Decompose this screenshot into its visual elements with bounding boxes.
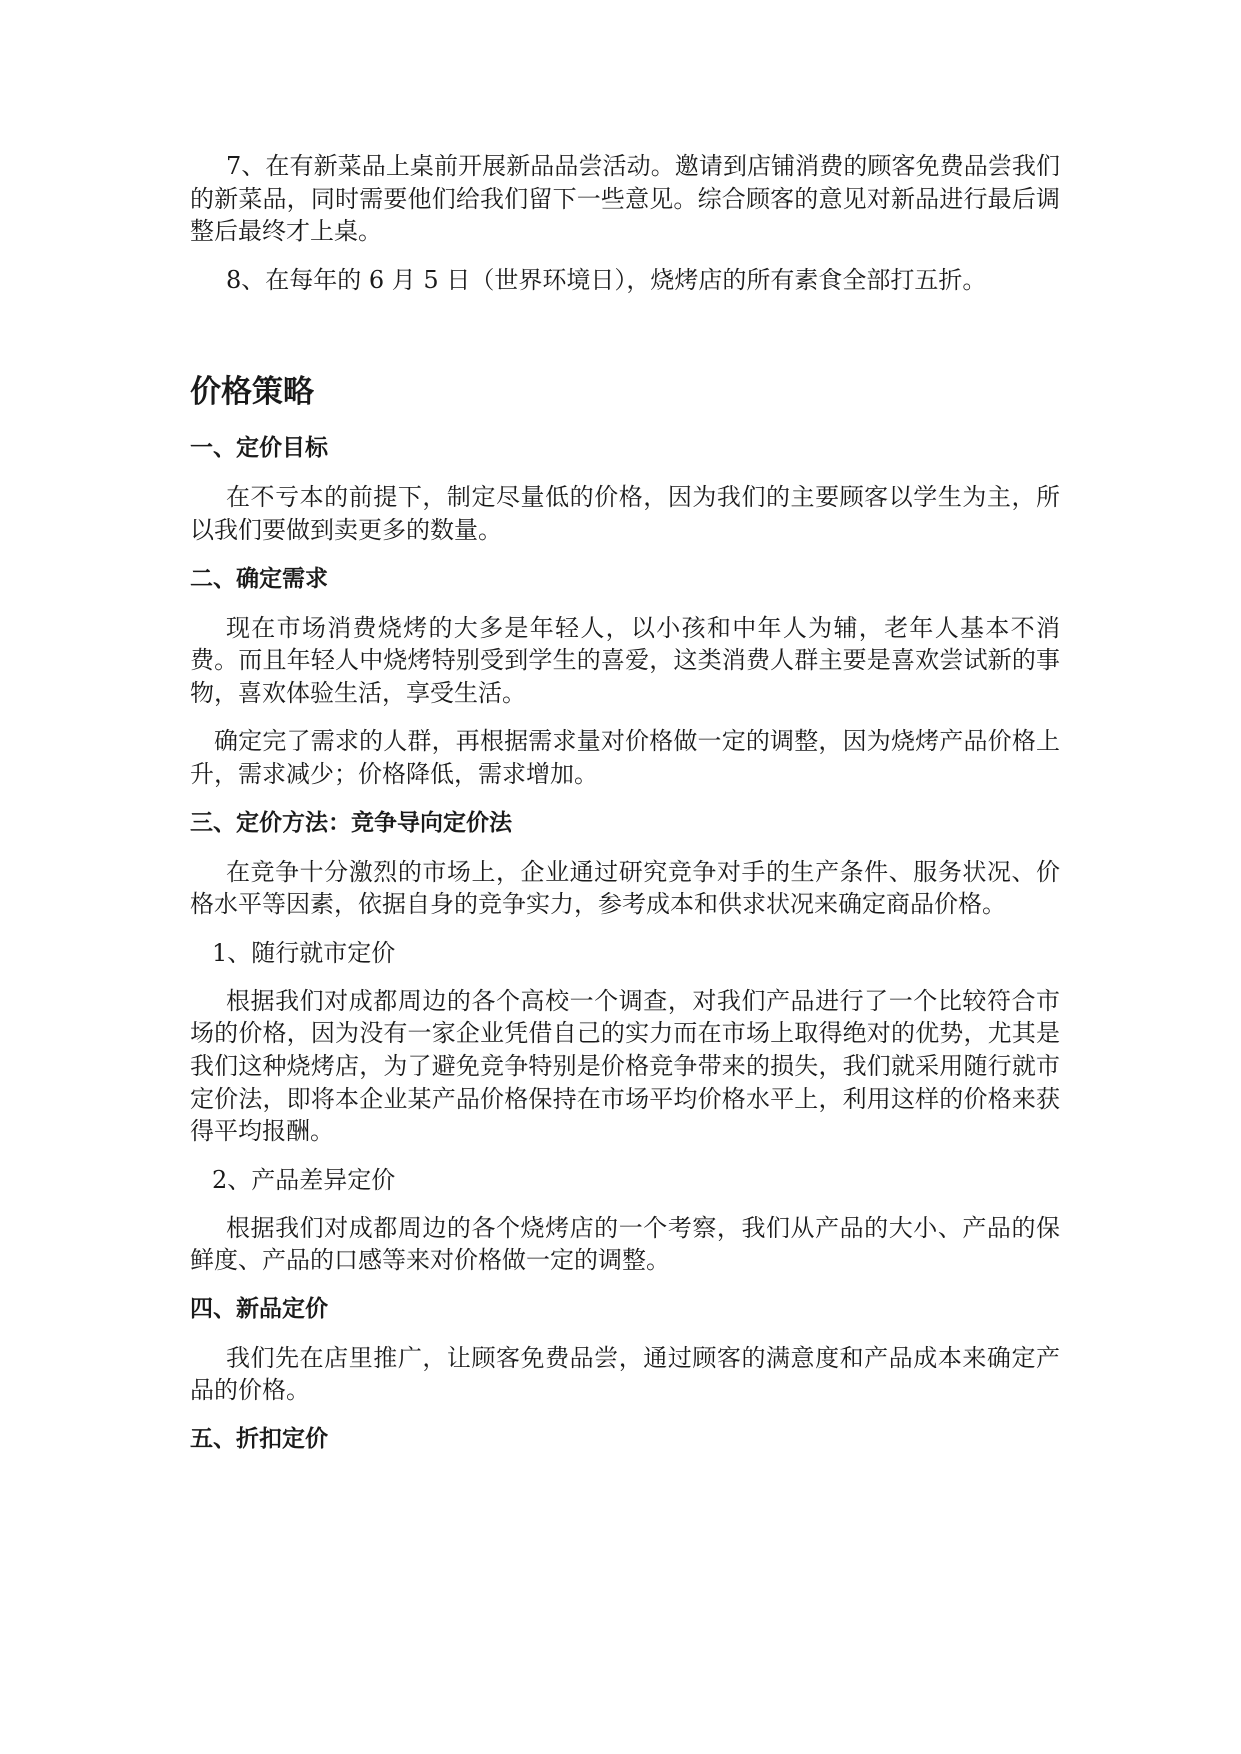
- item-title-differentiated-pricing: 2、产品差异定价: [212, 1165, 396, 1194]
- heading-demand: 二、确定需求: [190, 565, 328, 592]
- paragraph-demand-1: 现在市场消费烧烤的大多是年轻人，以小孩和中年人为辅，老年人基本不消费。而且年轻人中烧烤特别受到学生的喜爱，这类消费人群主要是喜欢尝试新的事物，喜欢体验生活，享受生活。: [190, 613, 1060, 707]
- section-title: 价格策略: [190, 374, 314, 411]
- paragraph-pricing-goal: 在不亏本的前提下，制定尽量低的价格，因为我们的主要顾客以学生为主，所以我们要做到卖更多的数量。: [190, 483, 1060, 544]
- paragraph-demand-2: 确定完了需求的人群，再根据需求量对价格做一定的调整，因为烧烤产品价格上升，需求减少；价格降低，需求增加。: [190, 727, 1060, 788]
- paragraph-market-pricing: 根据我们对成都周边的各个高校一个调查，对我们产品进行了一个比较符合市场的价格，因为没有一家企业凭借自己的实力而在市场上取得绝对的优势，尤其是我们这种烧烤店，为了避免竞争特别是价格竞争带来的损失，我们就采用随行就市定价法，即将本企业某产品价格保持在市场平均价格水平上，利用这样的价格来获得平均报酬。: [190, 986, 1060, 1146]
- heading-pricing-method: 三、定价方法：竞争导向定价法: [190, 809, 512, 836]
- heading-discount-pricing: 五、折扣定价: [190, 1426, 328, 1453]
- paragraph-pricing-method: 在竞争十分激烈的市场上，企业通过研究竞争对手的生产条件、服务状况、价格水平等因素，依据自身的竞争实力，参考成本和供求状况来确定商品价格。: [190, 857, 1060, 919]
- paragraph-new-product-pricing: 我们先在店里推广，让顾客免费品尝，通过顾客的满意度和产品成本来确定产品的价格。: [190, 1343, 1060, 1405]
- paragraph-item-7: 7、在有新菜品上桌前开展新品品尝活动。邀请到店铺消费的顾客免费品尝我们的新菜品，同时需要他们给我们留下一些意见。综合顾客的意见对新品进行最后调整后最终才上桌。: [190, 152, 1060, 246]
- heading-new-product-pricing: 四、新品定价: [190, 1295, 328, 1322]
- paragraph-differentiated-pricing: 根据我们对成都周边的各个烧烤店的一个考察，我们从产品的大小、产品的保鲜度、产品的口感等来对价格做一定的调整。: [190, 1213, 1060, 1275]
- item-title-market-pricing: 1、随行就市定价: [212, 938, 396, 967]
- heading-pricing-goal: 一、定价目标: [190, 435, 328, 462]
- document-body: [190, 150, 1060, 1472]
- paragraph-item-8: 8、在每年的 6 月 5 日（世界环境日），烧烤店的所有素食全部打五折。: [226, 265, 987, 294]
